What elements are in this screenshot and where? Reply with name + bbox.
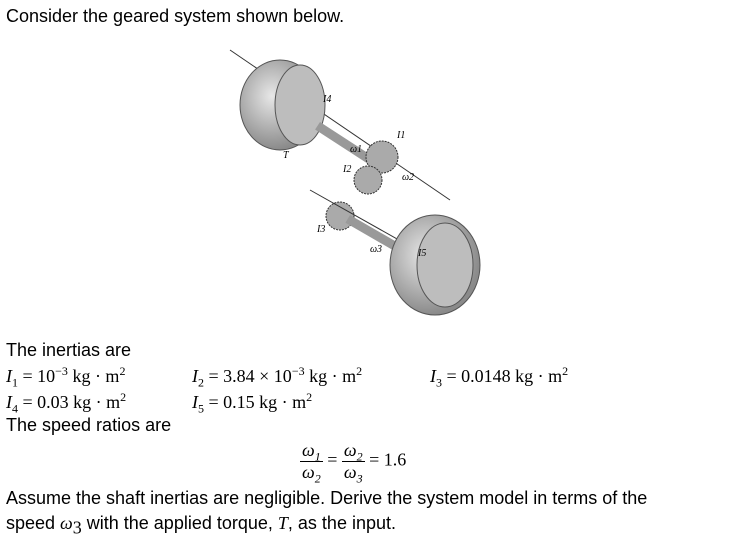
I5-value: = 0.15 kg · m	[208, 392, 307, 412]
I1-unit: kg · m	[67, 366, 120, 386]
gear-I2	[354, 166, 382, 194]
inertias-heading: The inertias are	[6, 340, 132, 360]
f1-den: ω	[302, 462, 315, 482]
speed-ratio-equation	[300, 440, 407, 486]
fraction-omega1-omega2	[300, 440, 323, 486]
speed-heading: The speed ratios are	[6, 415, 172, 435]
I4-sub: 4	[12, 401, 18, 416]
label-omega1: ω1	[350, 144, 363, 155]
I1-exp: −3	[55, 364, 68, 378]
assume-line-2	[6, 513, 396, 538]
I2-symbol: I	[192, 366, 198, 386]
assume-line-2-b: with the applied torque,	[81, 513, 278, 533]
assume-line-1: Assume the shaft inertias are negligible. Derive the system model in terms of the	[6, 488, 648, 508]
fraction-omega2-omega3	[342, 440, 365, 486]
assume-omega: ω	[60, 513, 73, 533]
inertia-I1	[6, 364, 126, 390]
I4-symbol: I	[6, 392, 12, 412]
assume-T: T	[277, 513, 288, 533]
inertia-I2	[192, 364, 363, 390]
I4-value: = 0.03 kg · m	[22, 392, 121, 412]
f1-num: ω	[302, 440, 315, 460]
I1-sub: 1	[12, 375, 18, 390]
I1-value: = 10	[22, 366, 56, 386]
assume-line-2-a: speed	[6, 513, 61, 533]
I2-value: = 3.84 × 10	[208, 366, 292, 386]
intro-text: Consider the geared system shown below.	[6, 6, 345, 26]
disk-I5-face	[417, 223, 473, 307]
disk-I4-face	[275, 65, 325, 145]
label-omega3: ω3	[370, 244, 383, 255]
f1-num-sub: 1	[314, 449, 321, 464]
I3-value: = 0.0148 kg · m	[446, 366, 563, 386]
I5-symbol: I	[192, 392, 198, 412]
inertia-I3	[430, 364, 569, 390]
I3-sub: 3	[436, 375, 442, 390]
f1-den-sub: 2	[314, 471, 321, 486]
I1-symbol: I	[6, 366, 12, 386]
geared-system-figure	[220, 40, 520, 340]
I2-unit-exp: 2	[356, 364, 363, 378]
assume-omega-sub: 3	[72, 517, 82, 538]
ratio-rhs: = 1.6	[369, 449, 407, 470]
I3-unit-exp: 2	[562, 364, 569, 378]
assume-line-2-c: , as the input.	[287, 513, 396, 533]
label-T: T	[283, 150, 289, 161]
inertia-I5	[192, 390, 313, 416]
label-I1: I1	[397, 130, 406, 141]
label-I5: I5	[418, 248, 427, 259]
I2-exp: −3	[291, 364, 305, 378]
f2-num-sub: 2	[356, 449, 363, 464]
label-I4: I4	[323, 94, 332, 105]
I4-unit-exp: 2	[120, 390, 127, 404]
I5-unit-exp: 2	[306, 390, 313, 404]
label-I2: I2	[343, 164, 352, 175]
ratio-equals: =	[327, 449, 338, 470]
label-I3: I3	[317, 224, 326, 235]
inertia-I4	[6, 390, 127, 416]
I2-unit: kg · m	[304, 366, 357, 386]
I2-sub: 2	[198, 375, 204, 390]
f2-den: ω	[343, 462, 357, 482]
I3-symbol: I	[430, 366, 436, 386]
label-omega2: ω2	[402, 172, 415, 183]
I5-sub: 5	[198, 401, 204, 416]
I1-unit-exp: 2	[119, 364, 126, 378]
f2-den-sub: 3	[356, 471, 363, 486]
f2-num: ω	[343, 440, 357, 460]
